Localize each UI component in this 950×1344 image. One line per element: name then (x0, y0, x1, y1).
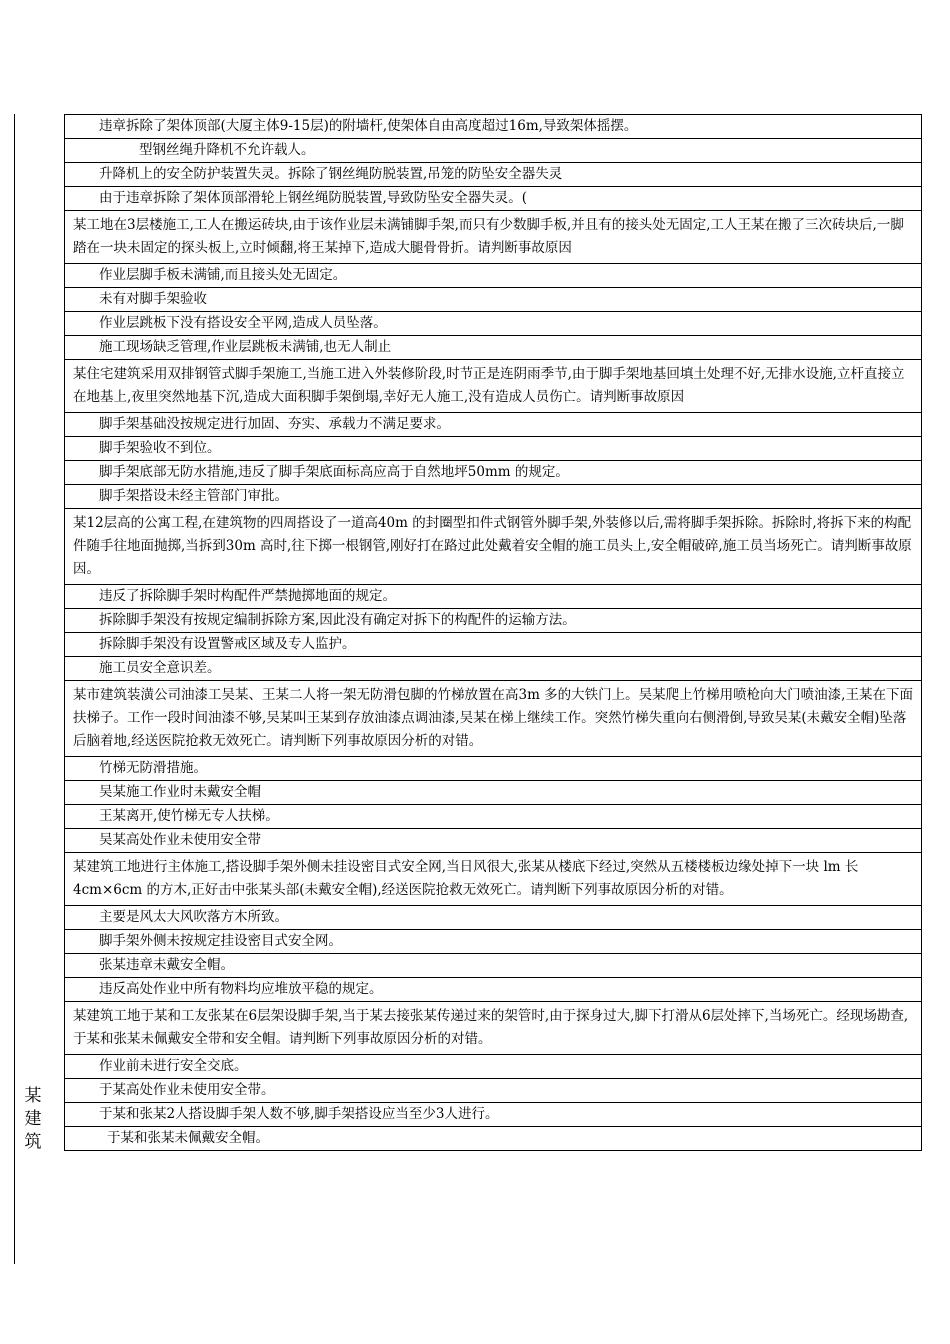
left-border-line (14, 114, 15, 1264)
answer-option-text: 作业层脚手板未满铺,而且接头处无固定。 (65, 264, 922, 288)
answer-option-text: 张某违章未戴安全帽。 (65, 954, 922, 978)
answer-row (65, 657, 922, 681)
answer-option-text: 作业前未进行安全交底。 (65, 1055, 922, 1079)
answer-row (65, 115, 922, 139)
answer-option-text: 未有对脚手架验收 (65, 288, 922, 312)
answer-row (65, 1079, 922, 1103)
answer-option-text: 脚手架外侧未按规定挂设密目式安全网。 (65, 930, 922, 954)
answer-option-text: 施工现场缺乏管理,作业层跳板未满铺,也无人制止 (65, 336, 922, 360)
answer-option-text: 作业层跳板下没有搭设安全平网,造成人员坠落。 (65, 312, 922, 336)
answer-option-text: 拆除脚手架没有设置警戒区域及专人监护。 (65, 633, 922, 657)
answer-option-text: 脚手架搭设未经主管部门审批。 (65, 485, 922, 509)
answer-option-text: 竹梯无防滑措施。 (65, 757, 922, 781)
answer-row (65, 139, 922, 163)
answer-option-text: 吴某施工作业时未戴安全帽 (65, 781, 922, 805)
answer-row (65, 336, 922, 360)
answer-option-text: 脚手架验收不到位。 (65, 437, 922, 461)
answer-option-text: 拆除脚手架没有按规定编制拆除方案,因此没有确定对拆下的构配件的运输方法。 (65, 609, 922, 633)
answer-row (65, 1127, 922, 1151)
question-text: 某建筑工地进行主体施工,搭设脚手架外侧未挂设密目式安全网,当日风很大,张某从楼底下经过,突然从五楼楼板边缘处掉下一块 lm 长4cm×6cm 的方木,正好击中张某头部(未戴安全帽),经送医院抢救无效死亡。请判断下列事故原因分析的对错。 (65, 853, 922, 906)
answer-option-text: 违章拆除了架体顶部(大厦主体9-15层)的附墙杆,使架体自由高度超过16m,导致架体摇摆。 (65, 115, 922, 139)
answer-option-text: 于某和张某2人搭设脚手架人数不够,脚手架搭设应当至少3人进行。 (65, 1103, 922, 1127)
answer-row (65, 805, 922, 829)
answer-option-text: 吴某高处作业未使用安全带 (65, 829, 922, 853)
answer-row (65, 1103, 922, 1127)
question-row (65, 509, 922, 585)
question-text: 某12层高的公寓工程,在建筑物的四周搭设了一道高40m 的封圈型扣件式钢管外脚手架,外装修以后,需将脚手架拆除。拆除时,将拆下来的构配件随手往地面抛掷,当拆到30m 高时,往下掷一根钢管,刚好打在路过此处戴着安全帽的施工员头上,安全帽破碎,施工员当场死亡。请判断事故原因。 (65, 509, 922, 585)
answer-row (65, 461, 922, 485)
answer-row (65, 437, 922, 461)
answer-row (65, 609, 922, 633)
question-text: 某住宅建筑采用双排钢管式脚手架施工,当施工进入外装修阶段,时节正是连阴雨季节,由于脚手架地基回填土处理不好,无排水设施,立杆直接立在地基上,夜里突然地基下沉,造成大面积脚手架倒塌,幸好无人施工,没有造成人员伤亡。请判断事故原因 (65, 360, 922, 413)
answer-option-text: 型钢丝绳升降机不允许载人。 (65, 139, 922, 163)
answer-option-text: 脚手架底部无防水措施,违反了脚手架底面标高应高于自然地坪50mm 的规定。 (65, 461, 922, 485)
answer-row (65, 264, 922, 288)
answer-row (65, 906, 922, 930)
question-row (65, 360, 922, 413)
answer-row (65, 829, 922, 853)
answer-row (65, 781, 922, 805)
answer-option-text: 于某和张某未佩戴安全帽。 (65, 1127, 922, 1151)
answer-option-text: 违反了拆除脚手架时构配件严禁抛掷地面的规定。 (65, 585, 922, 609)
question-row (65, 211, 922, 264)
question-row (65, 853, 922, 906)
question-text: 某建筑工地于某和工友张某在6层架设脚手架,当于某去接张某传递过来的架管时,由于探身过大,脚下打滑从6层处摔下,当场死亡。经现场勘查,于某和张某未佩戴安全带和安全帽。请判断下列事故原因分析的对错。 (65, 1002, 922, 1055)
answer-option-text: 由于违章拆除了架体顶部滑轮上钢丝绳防脱装置,导致防坠安全器失灵。( (65, 187, 922, 211)
question-text: 某工地在3层楼施工,工人在搬运砖块,由于该作业层未满铺脚手架,而只有少数脚手板,并且有的接头处无固定,工人王某在搬了三次砖块后,一脚踏在一块未固定的探头板上,立时倾翻,将王某掉下,造成大腿骨骨折。请判断事故原因 (65, 211, 922, 264)
answer-option-text: 王某离开,使竹梯无专人扶梯。 (65, 805, 922, 829)
answer-row (65, 163, 922, 187)
question-text: 某市建筑装潢公司油漆工吴某、王某二人将一架无防滑包脚的竹梯放置在高3m 多的大铁门上。吴某爬上竹梯用喷枪向大门喷油漆,王某在下面扶梯子。工作一段时间油漆不够,吴某叫王某到存放油漆点调油漆,吴某在梯上继续工作。突然竹梯失重向右侧滑倒,导致吴某(未戴安全帽)坠落后脑着地,经送医院抢救无效死亡。请判断下列事故原因分析的对错。 (65, 681, 922, 757)
question-table-body (65, 115, 922, 1151)
answer-row (65, 312, 922, 336)
answer-row (65, 413, 922, 437)
answer-row (65, 187, 922, 211)
answer-option-text: 脚手架基础没按规定进行加固、夯实、承载力不满足要求。 (65, 413, 922, 437)
answer-row (65, 757, 922, 781)
answer-option-text: 违反高处作业中所有物料均应堆放平稳的规定。 (65, 978, 922, 1002)
question-row (65, 681, 922, 757)
answer-row (65, 930, 922, 954)
question-table (64, 114, 922, 1151)
question-row (65, 1002, 922, 1055)
answer-row (65, 633, 922, 657)
answer-row (65, 954, 922, 978)
answer-row (65, 288, 922, 312)
answer-row (65, 1055, 922, 1079)
answer-option-text: 升降机上的安全防护装置失灵。拆除了钢丝绳防脱装置,吊笼的防坠安全器失灵 (65, 163, 922, 187)
side-category-label: 某 建 筑 (24, 1086, 42, 1152)
answer-row (65, 485, 922, 509)
answer-option-text: 施工员安全意识差。 (65, 657, 922, 681)
answer-row (65, 585, 922, 609)
answer-option-text: 于某高处作业未使用安全带。 (65, 1079, 922, 1103)
answer-row (65, 978, 922, 1002)
answer-option-text: 主要是风太大风吹落方木所致。 (65, 906, 922, 930)
